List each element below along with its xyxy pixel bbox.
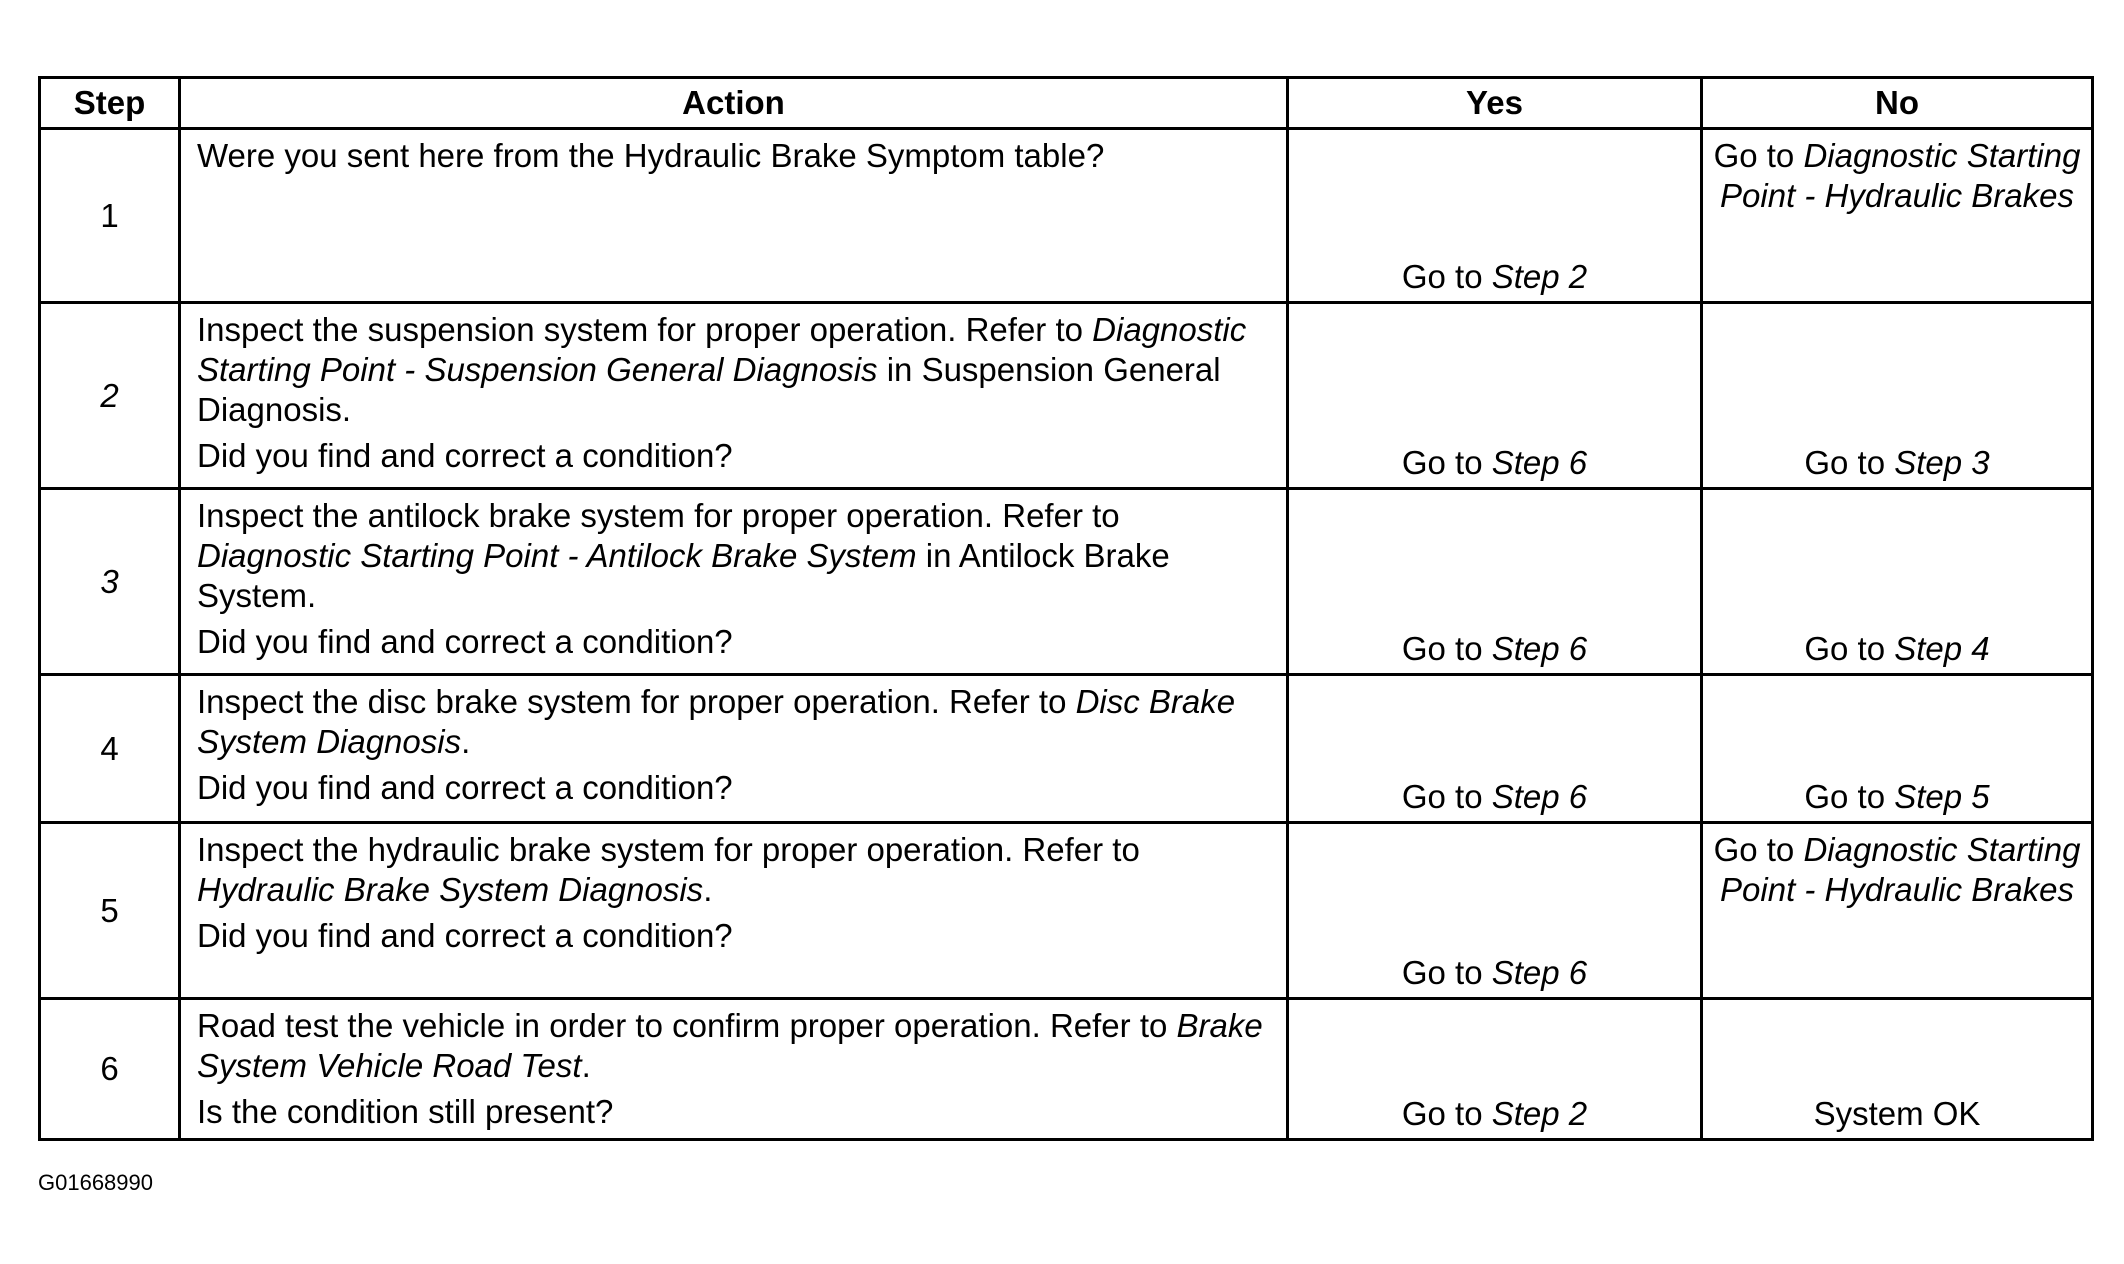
figure-id: G01668990 — [38, 1170, 153, 1195]
yes-prefix: Go to — [1401, 444, 1492, 481]
action-question: Did you find and correct a condition? — [197, 437, 733, 474]
diagnostic-table — [38, 76, 2094, 1141]
no-prefix: Go to — [1804, 630, 1895, 667]
action-text-post: . — [703, 871, 713, 908]
no-cell — [1702, 999, 2093, 1140]
yes-cell — [1288, 129, 1702, 303]
header-step: Step — [40, 78, 180, 129]
action-text-pre: Road test the vehicle in order to confirm proper operation. Refer to — [197, 1007, 1177, 1044]
yes-prefix: Go to — [1401, 630, 1492, 667]
yes-prefix: Go to — [1401, 778, 1492, 815]
table-row — [40, 303, 2093, 489]
action-text — [197, 830, 1272, 910]
action-text — [197, 310, 1272, 430]
yes-cell — [1288, 303, 1702, 489]
table-row — [40, 489, 2093, 675]
no-prefix: Go to — [1713, 137, 1804, 174]
table-row — [40, 675, 2093, 823]
step-number: 5 — [40, 823, 180, 999]
no-cell — [1702, 823, 2093, 999]
no-prefix: Go to — [1713, 831, 1804, 868]
no-cell — [1702, 129, 2093, 303]
action-reference-link[interactable]: Brake System Vehicle Road Test — [197, 1007, 1263, 1084]
yes-step-link[interactable]: Step 2 — [1491, 258, 1588, 295]
yes-cell — [1288, 489, 1702, 675]
no-prefix: Go to — [1804, 778, 1895, 815]
table-row — [40, 129, 2093, 303]
action-text-post: in Suspension General Diagnosis. — [197, 351, 1221, 428]
yes-prefix: Go to — [1401, 258, 1492, 295]
action-text-post: in Antilock Brake System. — [197, 537, 1170, 614]
yes-step-link[interactable]: Step 2 — [1491, 1095, 1588, 1132]
action-question: Did you find and correct a condition? — [197, 917, 733, 954]
table-header-row — [40, 78, 2093, 129]
action-text-pre: Inspect the antilock brake system for proper operation. Refer to — [197, 497, 1120, 534]
no-result-text: System OK — [1813, 1095, 1981, 1132]
yes-cell — [1288, 675, 1702, 823]
step-number: 4 — [40, 675, 180, 823]
no-reference-link[interactable]: Diagnostic Starting Point - Hydraulic Brakes — [1720, 831, 2081, 908]
action-text — [197, 682, 1272, 762]
action-text — [197, 1006, 1272, 1086]
yes-step-link[interactable]: Step 6 — [1491, 630, 1588, 667]
action-reference-link[interactable]: Diagnostic Starting Point - Suspension General Diagnosis — [197, 311, 1247, 388]
action-question: Is the condition still present? — [197, 1093, 614, 1130]
action-text-pre: Inspect the hydraulic brake system for proper operation. Refer to — [197, 831, 1140, 868]
yes-cell — [1288, 999, 1702, 1140]
action-text-post: . — [581, 1047, 591, 1084]
yes-prefix: Go to — [1401, 1095, 1492, 1132]
header-yes: Yes — [1288, 78, 1702, 129]
no-prefix: Go to — [1804, 444, 1895, 481]
no-cell — [1702, 303, 2093, 489]
table-row — [40, 823, 2093, 999]
step-number: 1 — [40, 129, 180, 303]
no-cell — [1702, 489, 2093, 675]
action-reference-link[interactable]: Disc Brake System Diagnosis — [197, 683, 1236, 760]
yes-step-link[interactable]: Step 6 — [1491, 778, 1588, 815]
no-step-link[interactable]: Step 3 — [1894, 444, 1990, 481]
action-reference-link[interactable]: Hydraulic Brake System Diagnosis — [197, 871, 704, 908]
action-cell — [180, 129, 1288, 303]
yes-prefix: Go to — [1401, 954, 1492, 991]
action-question: Did you find and correct a condition? — [197, 623, 733, 660]
header-no: No — [1702, 78, 2093, 129]
no-step-link[interactable]: Step 5 — [1894, 778, 1990, 815]
action-question: Did you find and correct a condition? — [197, 769, 733, 806]
table-row — [40, 999, 2093, 1140]
step-number: 2 — [40, 303, 180, 489]
action-cell — [180, 303, 1288, 489]
no-cell — [1702, 675, 2093, 823]
action-text-post: . — [461, 723, 471, 760]
no-reference-link[interactable]: Diagnostic Starting Point - Hydraulic Brakes — [1720, 137, 2081, 214]
action-cell — [180, 823, 1288, 999]
yes-cell — [1288, 823, 1702, 999]
action-text — [197, 496, 1272, 616]
action-cell — [180, 999, 1288, 1140]
header-action: Action — [180, 78, 1288, 129]
action-cell — [180, 675, 1288, 823]
action-cell — [180, 489, 1288, 675]
action-text-pre: Inspect the suspension system for proper operation. Refer to — [197, 311, 1093, 348]
step-number: 3 — [40, 489, 180, 675]
no-step-link[interactable]: Step 4 — [1894, 630, 1990, 667]
action-text-pre: Inspect the disc brake system for proper operation. Refer to — [197, 683, 1076, 720]
yes-step-link[interactable]: Step 6 — [1491, 954, 1588, 991]
step-number: 6 — [40, 999, 180, 1140]
action-reference-link[interactable]: Diagnostic Starting Point - Antilock Brake System — [197, 537, 917, 574]
yes-step-link[interactable]: Step 6 — [1491, 444, 1588, 481]
action-text: Were you sent here from the Hydraulic Brake Symptom table? — [197, 137, 1105, 174]
